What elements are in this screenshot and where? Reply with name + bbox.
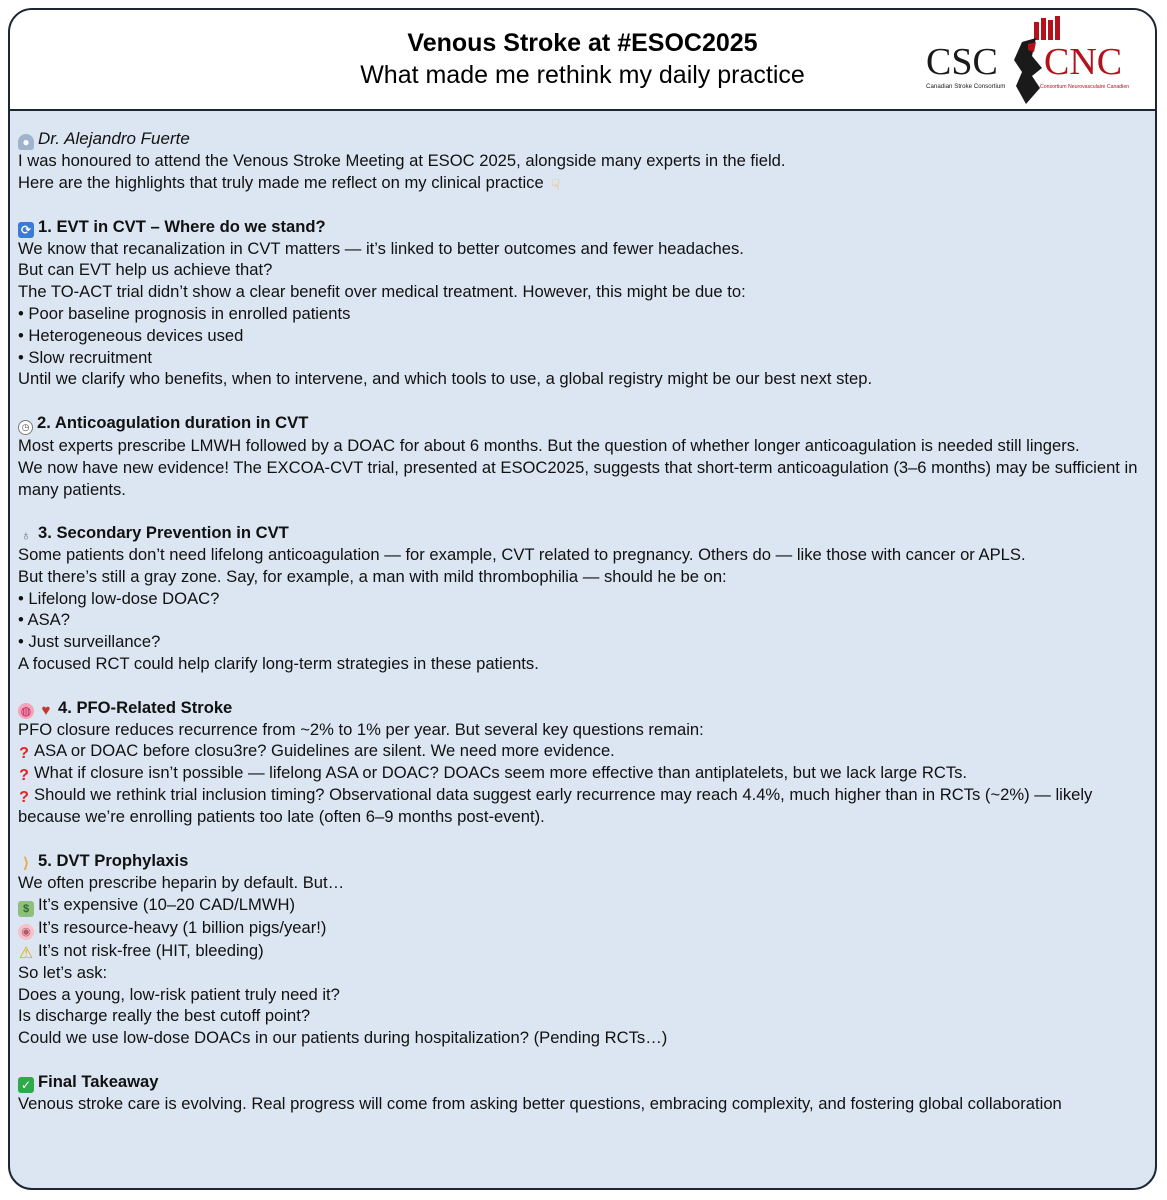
warning-icon: ⚠ <box>18 944 34 962</box>
logo-right-caption: Consortium Neurovasculaire Canadien <box>1040 84 1130 90</box>
bullet-item: • Lifelong low-dose DOAC? <box>18 588 220 608</box>
page-subtitle: What made me rethink my daily practice <box>360 61 805 89</box>
bullet-item: • Just surveillance? <box>18 632 161 652</box>
logo-bar <box>1055 16 1060 40</box>
body-paragraph: We now have new evidence! The EXCOA-CVT trial, presented at ESOC2025, suggests that short-term anticoagulation (3–6 months) may be sufficient in many patients. <box>18 457 1138 499</box>
author-line <box>18 128 1153 150</box>
question-mark-icon: ? <box>19 789 29 807</box>
section-heading: ⟩ 5. DVT Prophylaxis <box>18 850 1153 872</box>
cost-item: ◉ It’s resource-heavy (1 billion pigs/year!) <box>18 917 1153 940</box>
logo-right-text: CNC <box>1044 41 1123 83</box>
stopwatch-icon: ◷ <box>18 420 33 435</box>
section-heading: ♁ 3. Secondary Prevention in CVT <box>18 522 1153 544</box>
intro-line: Here are the highlights that truly made me reflect on my clinical practice ☟ <box>18 172 1153 194</box>
repeat-icon: ⟳ <box>18 222 34 238</box>
body-line: But can EVT help us achieve that? <box>18 260 273 280</box>
cost-item: ⚠ It’s not risk-free (HIT, bleeding) <box>18 940 264 962</box>
logo-left-caption: Canadian Stroke Consortium <box>926 83 1006 90</box>
section-heading: ⟳ 1. EVT in CVT – Where do we stand? <box>18 216 1153 238</box>
bullet-item: • Poor baseline prognosis in enrolled patients <box>18 303 351 323</box>
section-heading: ◷ 2. Anticoagulation duration in CVT <box>18 412 1153 435</box>
stethoscope-icon: ♁ <box>20 527 32 544</box>
question-item: ? Should we rethink trial inclusion timing? Observational data suggest early recurrence may reach 4.4%, much higher than in RCTs (~2%) — likely because we’re enrolling patients too late (often 6–9 months post-event). <box>18 785 1093 827</box>
question-mark-icon: ? <box>19 745 29 763</box>
check-mark-icon: ✓ <box>18 1077 34 1093</box>
brain-icon: ◍ <box>18 703 34 719</box>
body-line: Does a young, low-risk patient truly need it? <box>18 984 340 1004</box>
body-line: Could we use low-dose DOACs in our patients during hospitalization? (Pending RCTs…) <box>18 1028 668 1048</box>
logo-left-text: CSC <box>926 41 998 83</box>
pointing-down-icon: ☟ <box>551 176 561 194</box>
cost-item: $ It’s expensive (10–20 CAD/LMWH) <box>18 894 1153 917</box>
question-item: ? What if closure isn’t possible — lifelong ASA or DOAC? DOACs seem more effective than antiplatelets, but we lack large RCTs. <box>19 763 968 785</box>
logo-bar <box>1041 18 1046 40</box>
body-line: Some patients don’t need lifelong anticoagulation — for example, CVT related to pregnancy. Others do — like those with cancer or APLS. <box>18 544 1026 564</box>
body-line: We often prescribe heparin by default. But… <box>18 872 345 892</box>
header <box>10 10 1155 111</box>
body-line: The TO-ACT trial didn’t show a clear benefit over medical treatment. However, this might be due to: <box>18 282 746 302</box>
body-paragraph: Most experts prescribe LMWH followed by a DOAC for about 6 months. But the question of whether longer anticoagulation is needed still lingers. <box>18 435 1080 455</box>
question-item: ? ASA or DOAC before closu3re? Guidelines are silent. We need more evidence. <box>19 741 615 763</box>
bullet-item: • Slow recruitment <box>18 347 152 367</box>
person-icon: ● <box>18 134 34 150</box>
body-line: PFO closure reduces recurrence from ~2% to 1% per year. But several key questions remain: <box>18 719 704 739</box>
csc-cnc-logo <box>924 16 1134 106</box>
heart-icon: ♥ <box>41 701 51 719</box>
bullet-item: • Heterogeneous devices used <box>18 325 244 345</box>
section-heading: ◍ ♥ 4. PFO-Related Stroke <box>18 697 1153 719</box>
body-line: Is discharge really the best cutoff point? <box>18 1006 311 1026</box>
money-icon: $ <box>18 901 34 917</box>
body-line: We know that recanalization in CVT matters — it’s linked to better outcomes and fewer headaches. <box>18 238 744 258</box>
logo-bar <box>1034 22 1039 40</box>
intro-line: I was honoured to attend the Venous Stroke Meeting at ESOC 2025, alongside many experts in the field. <box>18 151 786 170</box>
body-paragraph: Venous stroke care is evolving. Real progress will come from asking better questions, embracing complexity, and fostering global collaboration <box>18 1093 1062 1113</box>
page-title: Venous Stroke at #ESOC2025 <box>407 29 758 57</box>
author-name: Dr. Alejandro Fuerte <box>38 129 190 148</box>
body-line: A focused RCT could help clarify long-term strategies in these patients. <box>18 653 539 673</box>
section-heading: ✓ Final Takeaway <box>18 1071 1153 1093</box>
body-line: But there’s still a gray zone. Say, for example, a man with mild thrombophilia — should he be on: <box>18 566 727 586</box>
body-line: Until we clarify who benefits, when to intervene, and which tools to use, a global registry might be our best next step. <box>18 369 873 389</box>
logo-bar <box>1048 20 1053 40</box>
leg-icon: ⟩ <box>22 854 30 872</box>
bullet-item: • ASA? <box>18 610 70 630</box>
body-line: So let’s ask: <box>18 962 108 982</box>
pig-icon: ◉ <box>18 924 34 940</box>
question-mark-icon: ? <box>19 767 29 785</box>
article-body <box>18 128 1153 1115</box>
